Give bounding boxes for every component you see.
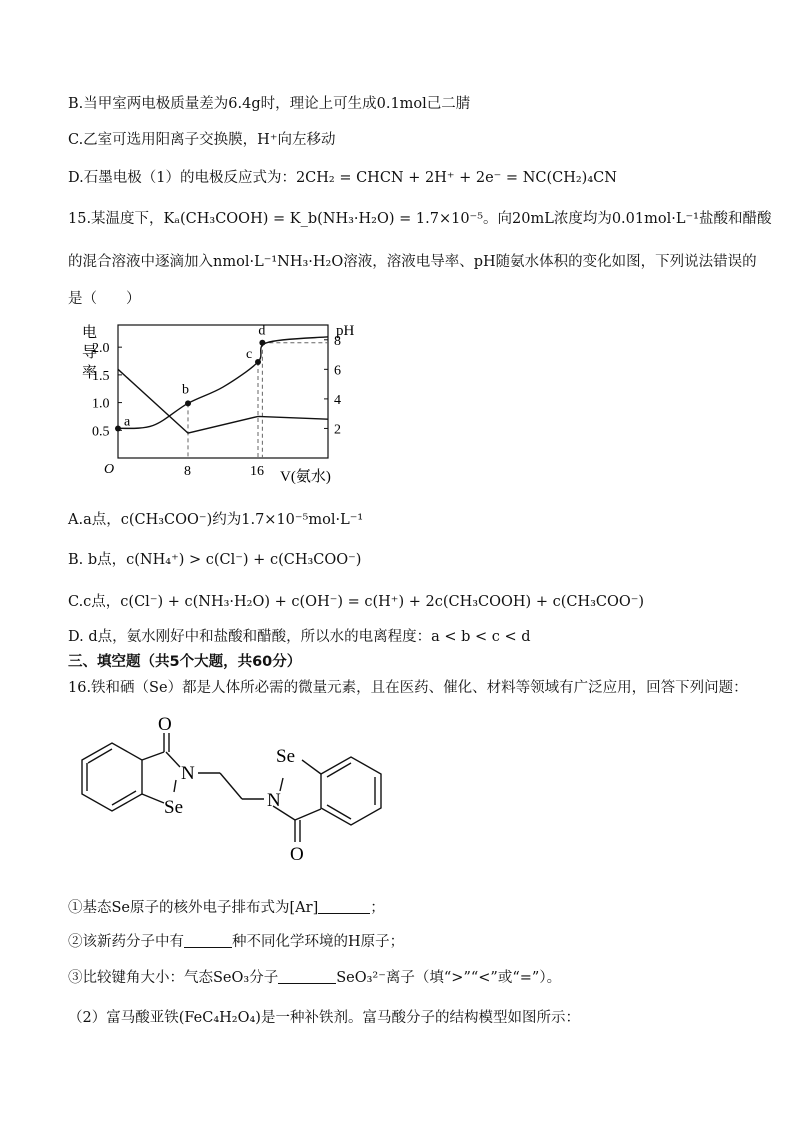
- subq-2: [68, 930, 404, 951]
- option-c-line: C.乙室可选用阳离子交换膜，H⁺向左移动: [68, 132, 336, 148]
- subq-2-text: ②该新药分子中有: [68, 934, 184, 950]
- x-tick-label-1: 16: [250, 464, 264, 479]
- left-tick-label-0: 0.5: [92, 424, 110, 440]
- right-tick-label-1: 4: [334, 392, 341, 408]
- right-tick-label-0: 2: [334, 422, 341, 438]
- atom-nitrogen-right: N: [267, 790, 281, 811]
- answer-blank-3[interactable]: [278, 969, 336, 984]
- point-a: [115, 425, 121, 431]
- labeled-points: [115, 324, 265, 432]
- benzene-ring-left: [82, 743, 142, 811]
- atom-selenium-left: Se: [164, 797, 183, 818]
- question-15-line1: 15.某温度下，Kₐ(CH₃COOH) = K_b(NH₃·H₂O) = 1.7×10⁻⁵。向20mL浓度均为0.01mol·L⁻¹盐酸和醋酸: [68, 211, 772, 227]
- option-a-text: A.a点，c(CH₃COO⁻)约为1.7×10⁻⁵mol·L⁻¹: [68, 512, 364, 528]
- subq-1: [68, 896, 385, 917]
- point-b: [185, 400, 191, 406]
- right-ticks: [324, 334, 341, 438]
- answer-blank-2[interactable]: [184, 933, 232, 948]
- option-b-text: B. b点，c(NH₄⁺) > c(Cl⁻) + c(CH₃COO⁻): [68, 552, 362, 568]
- subq-3: [68, 966, 561, 987]
- option-d-text: D. d点，氨水刚好中和盐酸和醋酸，所以水的电离程度：a < b < c < d: [68, 629, 531, 645]
- svg-text:电: 电: [82, 325, 98, 341]
- point-d: [259, 340, 265, 346]
- plot-frame: [118, 325, 328, 458]
- x-ticks: [184, 464, 264, 479]
- atom-oxygen-bottom: O: [290, 844, 304, 865]
- series-conductivity: [118, 369, 328, 433]
- conductivity-ph-chart: [68, 315, 358, 490]
- answer-blank-1[interactable]: [318, 899, 370, 914]
- section-3-heading: 三、填空题（共5个大题，共60分）: [68, 654, 302, 670]
- x-tick-label-0: 8: [184, 464, 191, 479]
- right-tick-label-3: 8: [334, 333, 341, 349]
- question-16-text: 16.铁和硒（Se）都是人体所必需的微量元素，且在医药、催化、材料等领域有广泛应用，回答下列问题：: [68, 680, 748, 696]
- point-label-d: d: [258, 323, 266, 339]
- question-15-line2: 的混合溶液中逐滴加入nmol·L⁻¹NH₃·H₂O溶液，溶液电导率、pH随氨水体积的变化如图，下列说法错误的: [68, 254, 757, 270]
- point-label-c: c: [246, 346, 253, 362]
- point-c: [255, 359, 261, 365]
- atom-nitrogen-left: N: [181, 763, 195, 784]
- part-2-text: （2）富马酸亚铁(FeC₄H₂O₄)是一种补铁剂。富马酸分子的结构模型如图所示：: [68, 1010, 580, 1026]
- subq-1-end: ；: [370, 900, 385, 916]
- x-axis-title: V(氨水): [280, 469, 331, 485]
- option-d-line: D.石墨电极（1）的电极反应式为：2CH₂ = CHCN + 2H⁺ + 2e⁻ = NC(CH₂)₄CN: [68, 170, 617, 186]
- svg-text:导: 导: [82, 345, 98, 361]
- series-ph: [118, 337, 328, 429]
- option-b-line: B.当甲室两电极质量差为6.4g时，理论上可生成0.1mol己二腈: [68, 96, 471, 112]
- subq-3-text: ③比较键角大小：气态SeO₃分子: [68, 970, 279, 986]
- atom-selenium-right: Se: [276, 746, 295, 767]
- right-axis-title: pH: [336, 323, 355, 339]
- atom-oxygen-top: O: [158, 714, 172, 735]
- option-c-text: C.c点，c(Cl⁻) + c(NH₃·H₂O) + c(OH⁻) = c(H⁺) + 2c(CH₃COOH) + c(CH₃COO⁻): [68, 594, 645, 610]
- right-tick-label-2: 6: [334, 363, 341, 379]
- point-label-a: a: [124, 414, 131, 430]
- subq-2-end: 种不同化学环境的H原子；: [232, 934, 405, 950]
- origin-label: O: [104, 462, 115, 477]
- left-tick-label-2: 1.5: [92, 368, 110, 384]
- left-tick-label-1: 1.0: [92, 396, 110, 412]
- benzene-ring-right: [321, 757, 381, 825]
- subq-3-end: SeO₃²⁻离子（填“>”“<”或“=”）。: [336, 970, 562, 986]
- subq-1-text: ①基态Se原子的核外电子排布式为[Ar]: [68, 900, 319, 916]
- molecule-structure: [70, 700, 430, 865]
- svg-text:率: 率: [82, 365, 98, 381]
- left-tick-label-3: 2.0: [92, 341, 110, 357]
- question-15-line3: 是（ ）: [68, 291, 141, 307]
- point-label-b: b: [182, 382, 189, 398]
